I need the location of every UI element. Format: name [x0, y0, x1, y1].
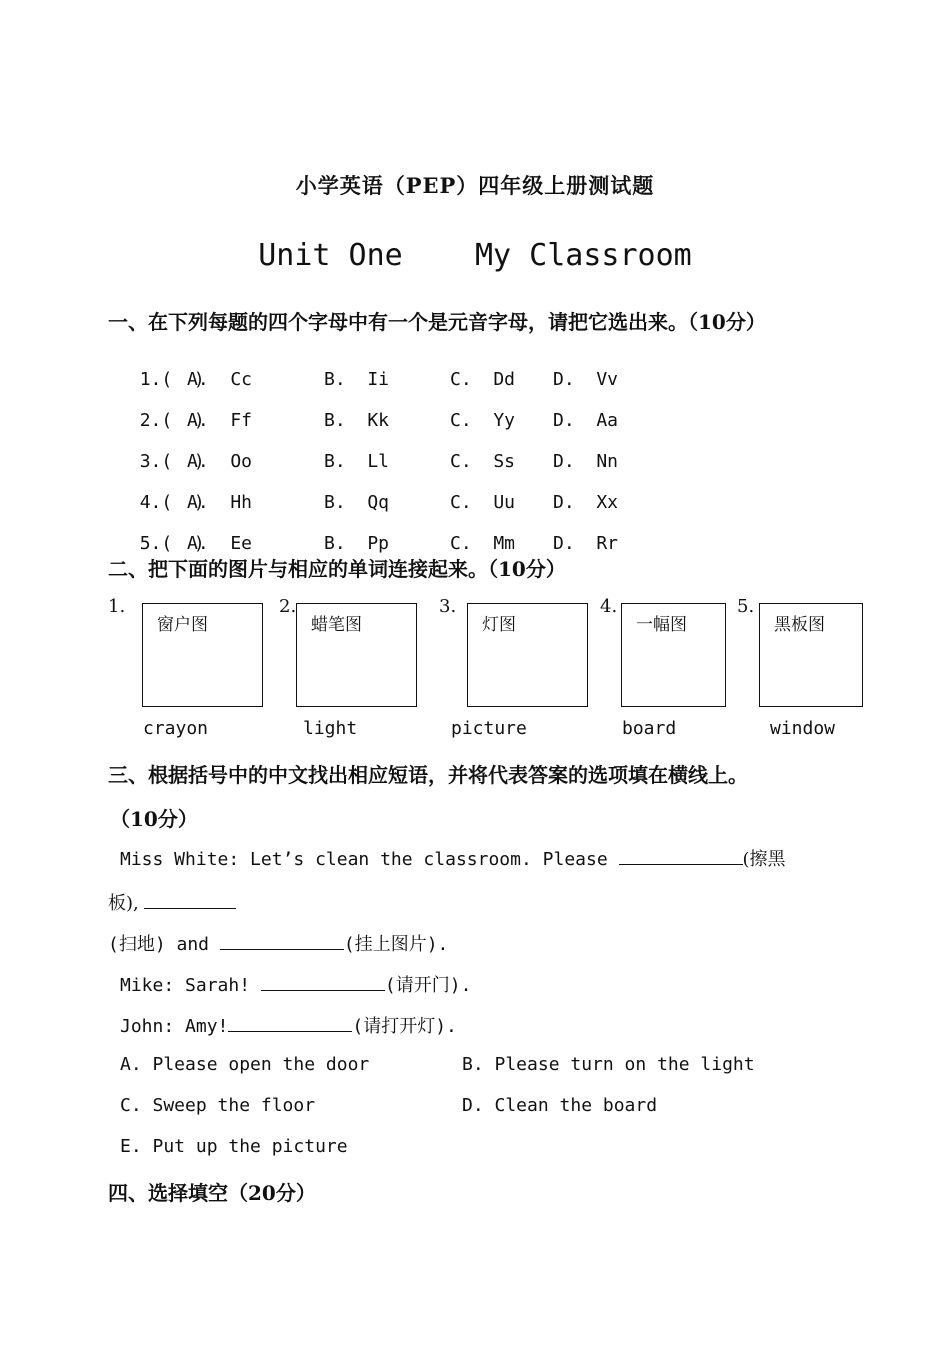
- picture-label: 蜡笔图: [311, 615, 362, 635]
- option-c-phrase: C. Sweep the floor: [120, 1095, 316, 1116]
- picture-box-picture: [621, 603, 726, 707]
- dialogue-line-2: [108, 889, 236, 915]
- picture-number: 5.: [737, 596, 755, 617]
- q1-row: [118, 348, 619, 390]
- section1-heading: 一、在下列每题的四个字母中有一个是元音字母，请把它选出来。（10分）: [108, 310, 766, 334]
- word-board: board: [622, 718, 677, 739]
- section3-points: （10分）: [110, 807, 198, 831]
- page-title: 小学英语（PEP）四年级上册测试题: [295, 173, 655, 198]
- dialogue-line-4: [120, 971, 471, 997]
- option-a-phrase: A. Please open the door: [120, 1054, 370, 1075]
- q-number: 2.( ): [139, 410, 205, 431]
- section4-heading: 四、选择填空（20分）: [108, 1181, 316, 1205]
- picture-number: 2.: [279, 596, 297, 617]
- option-a: A. Ff: [187, 410, 253, 431]
- option-d: D. Rr: [553, 533, 619, 554]
- dialogue-text: Mike: Sarah!: [120, 975, 261, 996]
- option-d: D. Xx: [553, 492, 619, 513]
- option-a: A. Oo: [187, 451, 253, 472]
- answer-blank[interactable]: [619, 846, 743, 865]
- option-c: C. Mm: [450, 533, 516, 554]
- option-c: C. Yy: [450, 410, 516, 431]
- picture-box-blackboard: [759, 603, 863, 707]
- answer-blank[interactable]: [228, 1013, 352, 1032]
- dialogue-text: 板),: [108, 893, 145, 914]
- q-number: 5.( ): [139, 533, 205, 554]
- picture-label: 灯图: [482, 615, 516, 635]
- dialogue-text: (擦黑: [742, 849, 786, 870]
- q2-row: [118, 389, 619, 431]
- word-window: window: [770, 718, 836, 739]
- q3-row: [118, 430, 619, 472]
- dialogue-text: (扫地) and: [108, 934, 220, 955]
- option-a: A. Ee: [187, 533, 253, 554]
- picture-label: 黑板图: [774, 615, 825, 635]
- option-b: B. Kk: [324, 410, 390, 431]
- q-number: 4.( ): [139, 492, 205, 513]
- option-c: C. Dd: [450, 369, 516, 390]
- picture-box-light: [467, 603, 588, 707]
- section3-heading: 三、根据括号中的中文找出相应短语，并将代表答案的选项填在横线上。: [108, 763, 748, 787]
- dialogue-text: (请打开灯).: [352, 1016, 457, 1037]
- option-a: A. Hh: [187, 492, 253, 513]
- option-d: D. Aa: [553, 410, 619, 431]
- q5-row: [118, 512, 619, 554]
- picture-number: 3.: [439, 596, 457, 617]
- dialogue-text: Miss White: Let’s clean the classroom. Please: [120, 849, 619, 870]
- dialogue-line-1: [120, 845, 786, 871]
- word-crayon: crayon: [143, 718, 209, 739]
- option-b-phrase: B. Please turn on the light: [462, 1054, 755, 1075]
- section2-heading: 二、把下面的图片与相应的单词连接起来。（10分）: [108, 557, 566, 581]
- picture-label: 一幅图: [636, 615, 687, 635]
- option-b: B. Pp: [324, 533, 390, 554]
- dialogue-line-3: [108, 930, 448, 956]
- option-d: D. Nn: [553, 451, 619, 472]
- option-a: A. Cc: [187, 369, 253, 390]
- option-b: B. Qq: [324, 492, 390, 513]
- option-d: D. Vv: [553, 369, 619, 390]
- answer-blank[interactable]: [144, 890, 236, 909]
- option-c: C. Ss: [450, 451, 516, 472]
- picture-label: 窗户图: [157, 615, 208, 635]
- option-b: B. Ii: [324, 369, 390, 390]
- picture-box-window: [142, 603, 263, 707]
- word-picture: picture: [451, 718, 527, 739]
- unit-subtitle: Unit One My Classroom: [258, 238, 692, 273]
- answer-blank[interactable]: [220, 931, 344, 950]
- dialogue-text: John: Amy!: [120, 1016, 229, 1037]
- option-d-phrase: D. Clean the board: [462, 1095, 658, 1116]
- picture-number: 1.: [108, 596, 126, 617]
- option-e-phrase: E. Put up the picture: [120, 1136, 348, 1157]
- option-c: C. Uu: [450, 492, 516, 513]
- dialogue-line-5: [120, 1012, 457, 1038]
- dialogue-text: (挂上图片).: [343, 934, 449, 955]
- q-number: 1.( ): [139, 369, 205, 390]
- picture-number: 4.: [600, 596, 618, 617]
- picture-box-crayon: [296, 603, 417, 707]
- word-light: light: [303, 718, 358, 739]
- option-b: B. Ll: [324, 451, 390, 472]
- q-number: 3.( ): [139, 451, 205, 472]
- answer-blank[interactable]: [261, 972, 385, 991]
- q4-row: [118, 471, 619, 513]
- dialogue-text: (请开门).: [384, 975, 472, 996]
